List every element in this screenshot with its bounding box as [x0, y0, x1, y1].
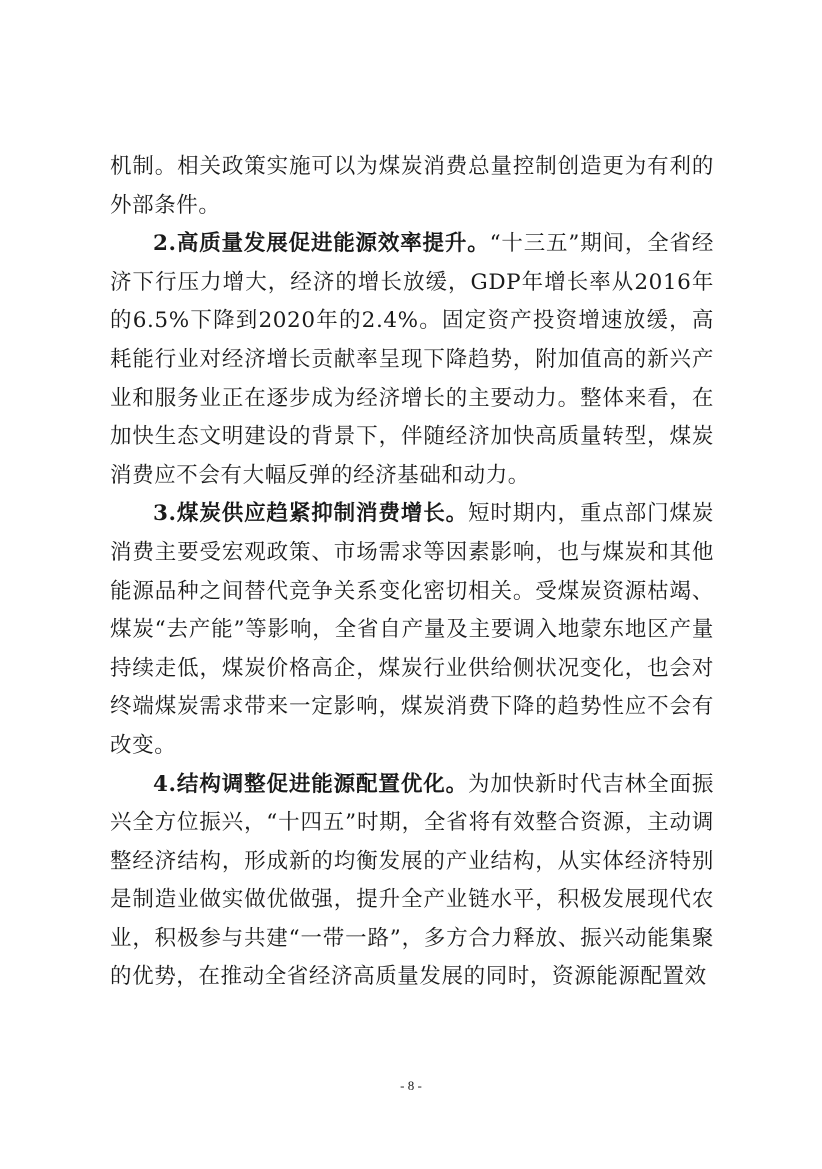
paragraph-heading: 4.结构调整促进能源配置优化。 [153, 771, 468, 797]
paragraph-text: 短时期内，重点部门煤炭消费主要受宏观政策、市场需求等因素影响，也与煤炭和其他能源品种之间替代竞争关系变化密切相关。受煤炭资源枯竭、煤炭“去产能”等影响，全省自产量及主要调入地蒙东地区产量持续走低，煤炭价格高企，煤炭行业供给侧状况变化，也会对终端煤炭需求带来一定影响，煤炭消费下降的趋势性应不会有改变。 [110, 501, 714, 758]
paragraph-text: “十三五”期间，全省经济下行压力增大，经济的增长放缓，GDP年增长率从2016年的6.5%下降到2020年的2.4%。固定资产投资增速放缓，高耗能行业对经济增长贡献率呈现下降趋势，附加值高的新兴产业和服务业正在逐步成为经济增长的主要动力。整体来看，在加快生态文明建设的背景下，伴随经济加快高质量转型，煤炭消费应不会有大幅反弹的经济基础和动力。 [110, 231, 714, 488]
paragraph-heading: 2.高质量发展促进能源效率提升。 [153, 231, 490, 257]
paragraph-efficiency [110, 225, 714, 495]
paragraph-structure [110, 766, 714, 998]
paragraph-text: 为加快新时代吉林全面振兴全方位振兴，“十四五”时期，全省将有效整合资源，主动调整经济结构，形成新的均衡发展的产业结构，从实体经济特别是制造业做实做优做强，提升全产业链水平，积极发展现代农业，积极参与共建“一带一路”，多方合力释放、振兴动能集聚的优势，在推动全省经济高质量发展的同时，资源能源配置效 [110, 771, 714, 990]
body-text [110, 148, 714, 997]
paragraph-continuation [110, 148, 714, 225]
page-number: - 8 - [400, 1078, 422, 1093]
paragraph-heading: 3.煤炭供应趋紧抑制消费增长。 [153, 501, 468, 527]
paragraph-coal-supply [110, 495, 714, 765]
paragraph-text: 机制。相关政策实施可以为煤炭消费总量控制创造更为有利的外部条件。 [110, 154, 714, 218]
